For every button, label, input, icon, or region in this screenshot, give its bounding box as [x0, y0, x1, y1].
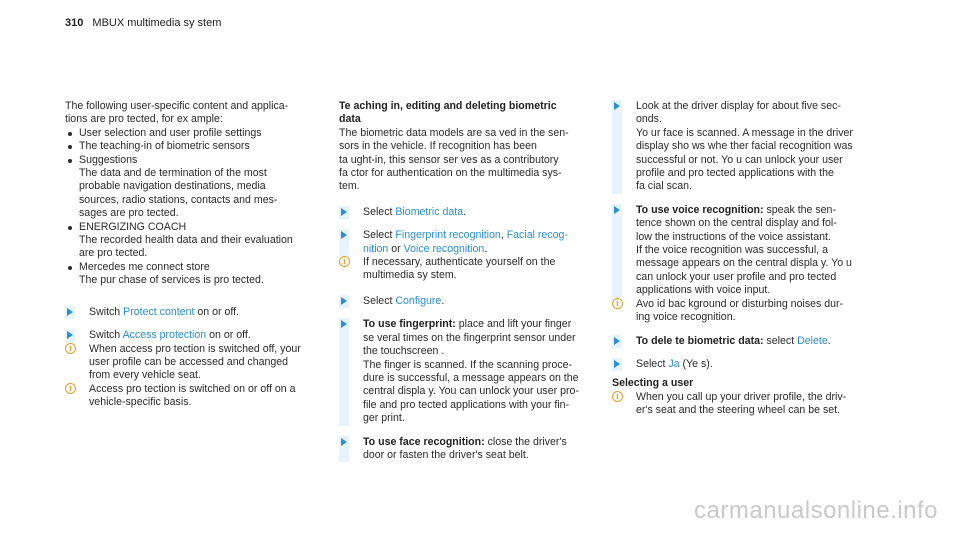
- page-header-title: MBUX multimedia sy stem: [92, 17, 222, 29]
- step-bar: [339, 295, 349, 308]
- column-left: [65, 100, 303, 410]
- step-bar: [612, 204, 622, 298]
- watermark: carmanualsonline.info: [694, 497, 938, 524]
- step-use-fingerprint: To use fingerprint: place and lift your finger se veral times on the fingerprint sensor under the touchscreen . The finger is scanned. If the scanning proce- dure is successful, a message appears on the central displa y. You can unlock your user pro- file and pro tected applications with your fin- ger print.: [339, 318, 589, 425]
- step-arrow-icon: [614, 102, 620, 110]
- step-arrow-icon: [67, 331, 73, 339]
- step-arrow-icon: [614, 337, 620, 345]
- protect-content-link[interactable]: Protect content: [123, 305, 195, 318]
- note-authenticate: i If necessary, authenticate yourself on the multimedia sy stem.: [339, 256, 589, 283]
- intro-text: The following user-specific content and applica- tions are pro tected, for ex ample:: [65, 100, 289, 126]
- step-bar: [612, 100, 622, 194]
- step-arrow-icon: [341, 320, 347, 328]
- info-icon: i: [65, 383, 76, 394]
- step-use-face-recognition: To use face recognition: close the driver's door or fasten the driver's seat belt.: [339, 436, 589, 463]
- facial-recognition-link[interactable]: Facial recog-: [506, 229, 568, 242]
- step-bar: [612, 335, 622, 348]
- step-bar: [612, 358, 622, 371]
- step-bar: [339, 229, 349, 256]
- info-icon: i: [612, 298, 623, 309]
- step-bar: [339, 206, 349, 219]
- info-icon: i: [612, 391, 623, 402]
- step-access-protection: Switch Access protection on or off.: [65, 329, 303, 342]
- step-select-biometric-data: Select Biometric data.: [339, 206, 589, 219]
- configure-link[interactable]: Configure: [395, 294, 442, 307]
- list-item: Mercedes me connect store: [65, 261, 303, 274]
- step-select-configure: Select Configure.: [339, 295, 589, 308]
- info-icon: i: [339, 256, 350, 267]
- voice-recognition-link[interactable]: Voice recognition: [403, 242, 485, 255]
- paragraph: The biometric data models are sa ved in the sen- sors in the vehicle. If recognition has been ta ught-in, this sensor ser ves as a contributory fa ctor for authentication on the multimedia sys- tem.: [339, 126, 569, 193]
- step-arrow-icon: [614, 206, 620, 214]
- step-bar: [65, 329, 75, 342]
- list-item-description: The pur chase of services is pro tected.: [79, 274, 264, 287]
- step-protect-content: Switch Protect content on or off.: [65, 306, 303, 319]
- step-delete-biometric-data: To dele te biometric data: select Delete.: [612, 335, 872, 348]
- list-item: User selection and user profile settings: [65, 127, 303, 140]
- note-access-protection-vehicle: i Access pro tection is switched on or off on a vehicle-specific basis.: [65, 383, 303, 410]
- list-item-description: The recorded health data and their evaluation are pro tected.: [79, 234, 293, 260]
- step-arrow-icon: [341, 231, 347, 239]
- facial-recognition-link-cont[interactable]: nition: [363, 242, 389, 255]
- step-select-recognition: Select Fingerprint recognition, Facial recog- nition or Voice recognition.: [339, 229, 589, 256]
- access-protection-link[interactable]: Access protection: [122, 329, 207, 342]
- step-bar: [339, 436, 349, 463]
- list-item: ENERGIZING COACH: [65, 221, 303, 234]
- step-select-ja: Select Ja (Ye s).: [612, 358, 872, 371]
- ja-link[interactable]: Ja: [668, 357, 680, 370]
- page-header: [65, 17, 221, 30]
- step-bar: [65, 306, 75, 319]
- note-driver-profile: i When you call up your driver profile, the driv- er's seat and the steering wheel can be set.: [612, 391, 872, 418]
- column-middle: [339, 100, 589, 462]
- list-item-description: The data and de termination of the most probable navigation destinations, media sources, radio stations, contacts and mes- sages are pro tected.: [79, 167, 278, 220]
- step-use-voice-recognition: To use voice recognition: speak the sen- tence shown on the central display and fol- low the instructions of the voice assistant. If the voice recognition was successful, a message appears on the central displa y. Yo u can unlock your user profile and pro tected applications with voice input.: [612, 204, 872, 298]
- step-bar: [339, 318, 349, 425]
- section-heading: Selecting a user: [612, 377, 694, 390]
- step-arrow-icon: [614, 360, 620, 368]
- step-look-at-display: Look at the driver display for about five sec- onds. Yo ur face is scanned. A message in the driver display sho ws whe ther facial recognition was successful or not. Yo u can unlock your user profile and pro tected applications with the fa cial scan.: [612, 100, 872, 194]
- biometric-data-link[interactable]: Biometric data: [395, 205, 464, 218]
- step-arrow-icon: [341, 438, 347, 446]
- column-right: [612, 100, 872, 418]
- step-arrow-icon: [341, 208, 347, 216]
- info-icon: i: [65, 343, 76, 354]
- list-item: The teaching-in of biometric sensors: [65, 140, 303, 153]
- note-background-noise: i Avo id bac kground or disturbing noises dur- ing voice recognition.: [612, 298, 872, 325]
- step-arrow-icon: [341, 297, 347, 305]
- step-arrow-icon: [67, 308, 73, 316]
- note-access-protection-off: i When access pro tection is switched off, your user profile can be accessed and changed from every vehicle seat.: [65, 343, 303, 383]
- delete-link[interactable]: Delete: [797, 334, 828, 347]
- list-item: Suggestions: [65, 154, 303, 167]
- section-heading: Te aching in, editing and deleting biometric data: [339, 100, 557, 126]
- page-number: 310: [65, 17, 84, 29]
- fingerprint-recognition-link[interactable]: Fingerprint recognition: [395, 229, 501, 242]
